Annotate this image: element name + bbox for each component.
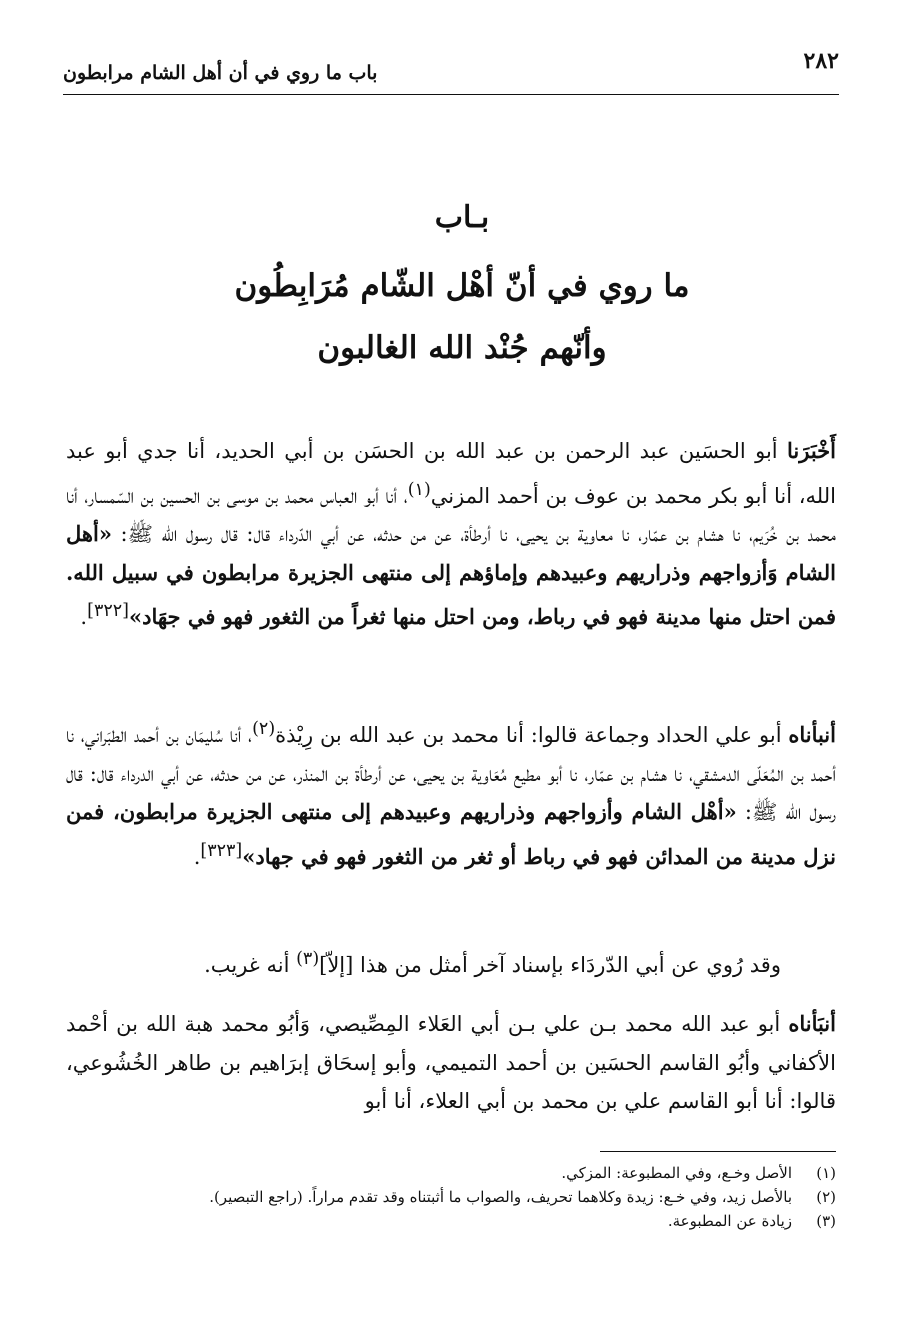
- paragraph-1: [66, 432, 836, 637]
- paragraph-2: [66, 710, 836, 876]
- footnote-text: زيادة عن المطبوعة.: [667, 1212, 792, 1230]
- footnote-divider: [600, 1151, 836, 1152]
- footnote-3: [76, 1209, 836, 1233]
- footnote-number: (١): [816, 1164, 836, 1182]
- footnote-marker[interactable]: (٣): [296, 949, 320, 969]
- paragraph-lead: أَخْبَرَنا: [787, 438, 836, 463]
- paragraph-lead: أنبَأناه: [788, 1011, 836, 1036]
- paragraph-text: ، أنا سُليمَان بن أحمد الطبَراني، نا أحمد بن المُعَلّى الدمشقي، نا هشام بن عمّار، نا أبو مطيع مُعَاوية بن يحيى، عن أرطأة بن المنذر، عن من حدثه، عن أبي الدرداء قال: قال رسول الله ﷺ:: [66, 723, 837, 824]
- footnote-number: (٢): [816, 1188, 836, 1206]
- paragraph-text: أبو علي الحداد وجماعة قالوا: أنا محمد بن عبد الله بن رِيْذة: [275, 723, 789, 747]
- hadith-reference: [٣٢٢]: [87, 601, 129, 621]
- paragraph-end: .: [193, 844, 201, 869]
- footnote-marker[interactable]: (٢): [252, 719, 276, 739]
- paragraph-3: [66, 940, 836, 985]
- hadith-text: «أهل الشام وَأزواجهم وذراريهم وعبيدهم وإماؤهم إلى منتهى الجزيرة مرابطون في سبيل الله. فمن احتل منها مدينة فهو في رباط، ومن احتل منها ثغراً من الثغور فهو في جهَاد»: [66, 521, 836, 629]
- footnote-marker[interactable]: (١): [407, 479, 431, 500]
- paragraph-text: أبو الحسَين عبد الرحمن بن عبد الله بن الحسَن بن أبي الحديد، أنا جدي أبو عبد الله، أنا أبو بكر محمد بن عوف بن أحمد المزني: [66, 439, 836, 508]
- paragraph-4: [66, 1005, 836, 1121]
- chapter-word: بـاب: [434, 200, 490, 235]
- paragraph-end: .: [80, 605, 88, 629]
- footnote-text: الأصل وخـع، وفي المطبوعة: المزكي.: [561, 1164, 792, 1182]
- footnote-text: بالأصل زيد، وفي خـع: زيدة وكلاهما تحريف، والصواب ما أثبتناه وقد تقدم مراراً. (راجع التبصير).: [209, 1188, 792, 1206]
- paragraph-text: ، أنا أبو العباس محمد بن موسى بن الحسين بن السّمسار، أنا محمد بن خُرَيم، نا هشام بن عمّار، نا معاوية بن يحيى، نا أرطأة، عن من حدثه، عن أبي الدّرداء قال: قال رسول الله ﷺ:: [66, 483, 836, 546]
- running-header: [63, 42, 839, 95]
- paragraph-lead: أنبأناه: [788, 722, 836, 747]
- footnote-number: (٣): [816, 1212, 836, 1230]
- paragraph-text: أنه غريب.: [204, 953, 297, 977]
- hadith-text: «أهْل الشام وأزواجهم وذراريهم وعبيدهم إلى منتهى الجزيرة مرابطون، فمن نزل مدينة من المدائن فهو في رباط أو ثغر من الثغور فهو في جهاد»: [66, 799, 836, 869]
- running-header-title: باب ما روي في أن أهل الشام مرابطون: [63, 62, 378, 84]
- paragraph-text: أبو عبد الله محمد بـن علي بـن أبي العَلاء المِصِّيصي، وَأبُو محمد هبة الله بن أحْمد الأكفاني وأبُو القاسم الحسَين بن أحمد التميمي، وأبو إسحَاق إبرَاهيم بن طاهر الخُشُوعي، قالوا: أنا أبو القاسم علي بن محمد بن أبي العلاء، أنا أبو: [66, 1012, 836, 1113]
- footnote-1: [76, 1161, 836, 1185]
- hadith-reference: [٣٢٣]: [200, 840, 243, 861]
- footnotes: [76, 1161, 836, 1233]
- chapter-title-line-1: ما روي في أنّ أهْل الشّام مُرَابِطُون: [234, 268, 690, 304]
- chapter-title-line-2: وأنّهم جُنْد الله الغالبون: [317, 330, 607, 366]
- paragraph-text: وقد رُوي عن أبي الدّردَاء بإسناد آخر أمثل من هذا [إلاّ]: [319, 953, 781, 977]
- page-number: ٢٨٢: [803, 48, 839, 74]
- footnote-2: [76, 1185, 836, 1209]
